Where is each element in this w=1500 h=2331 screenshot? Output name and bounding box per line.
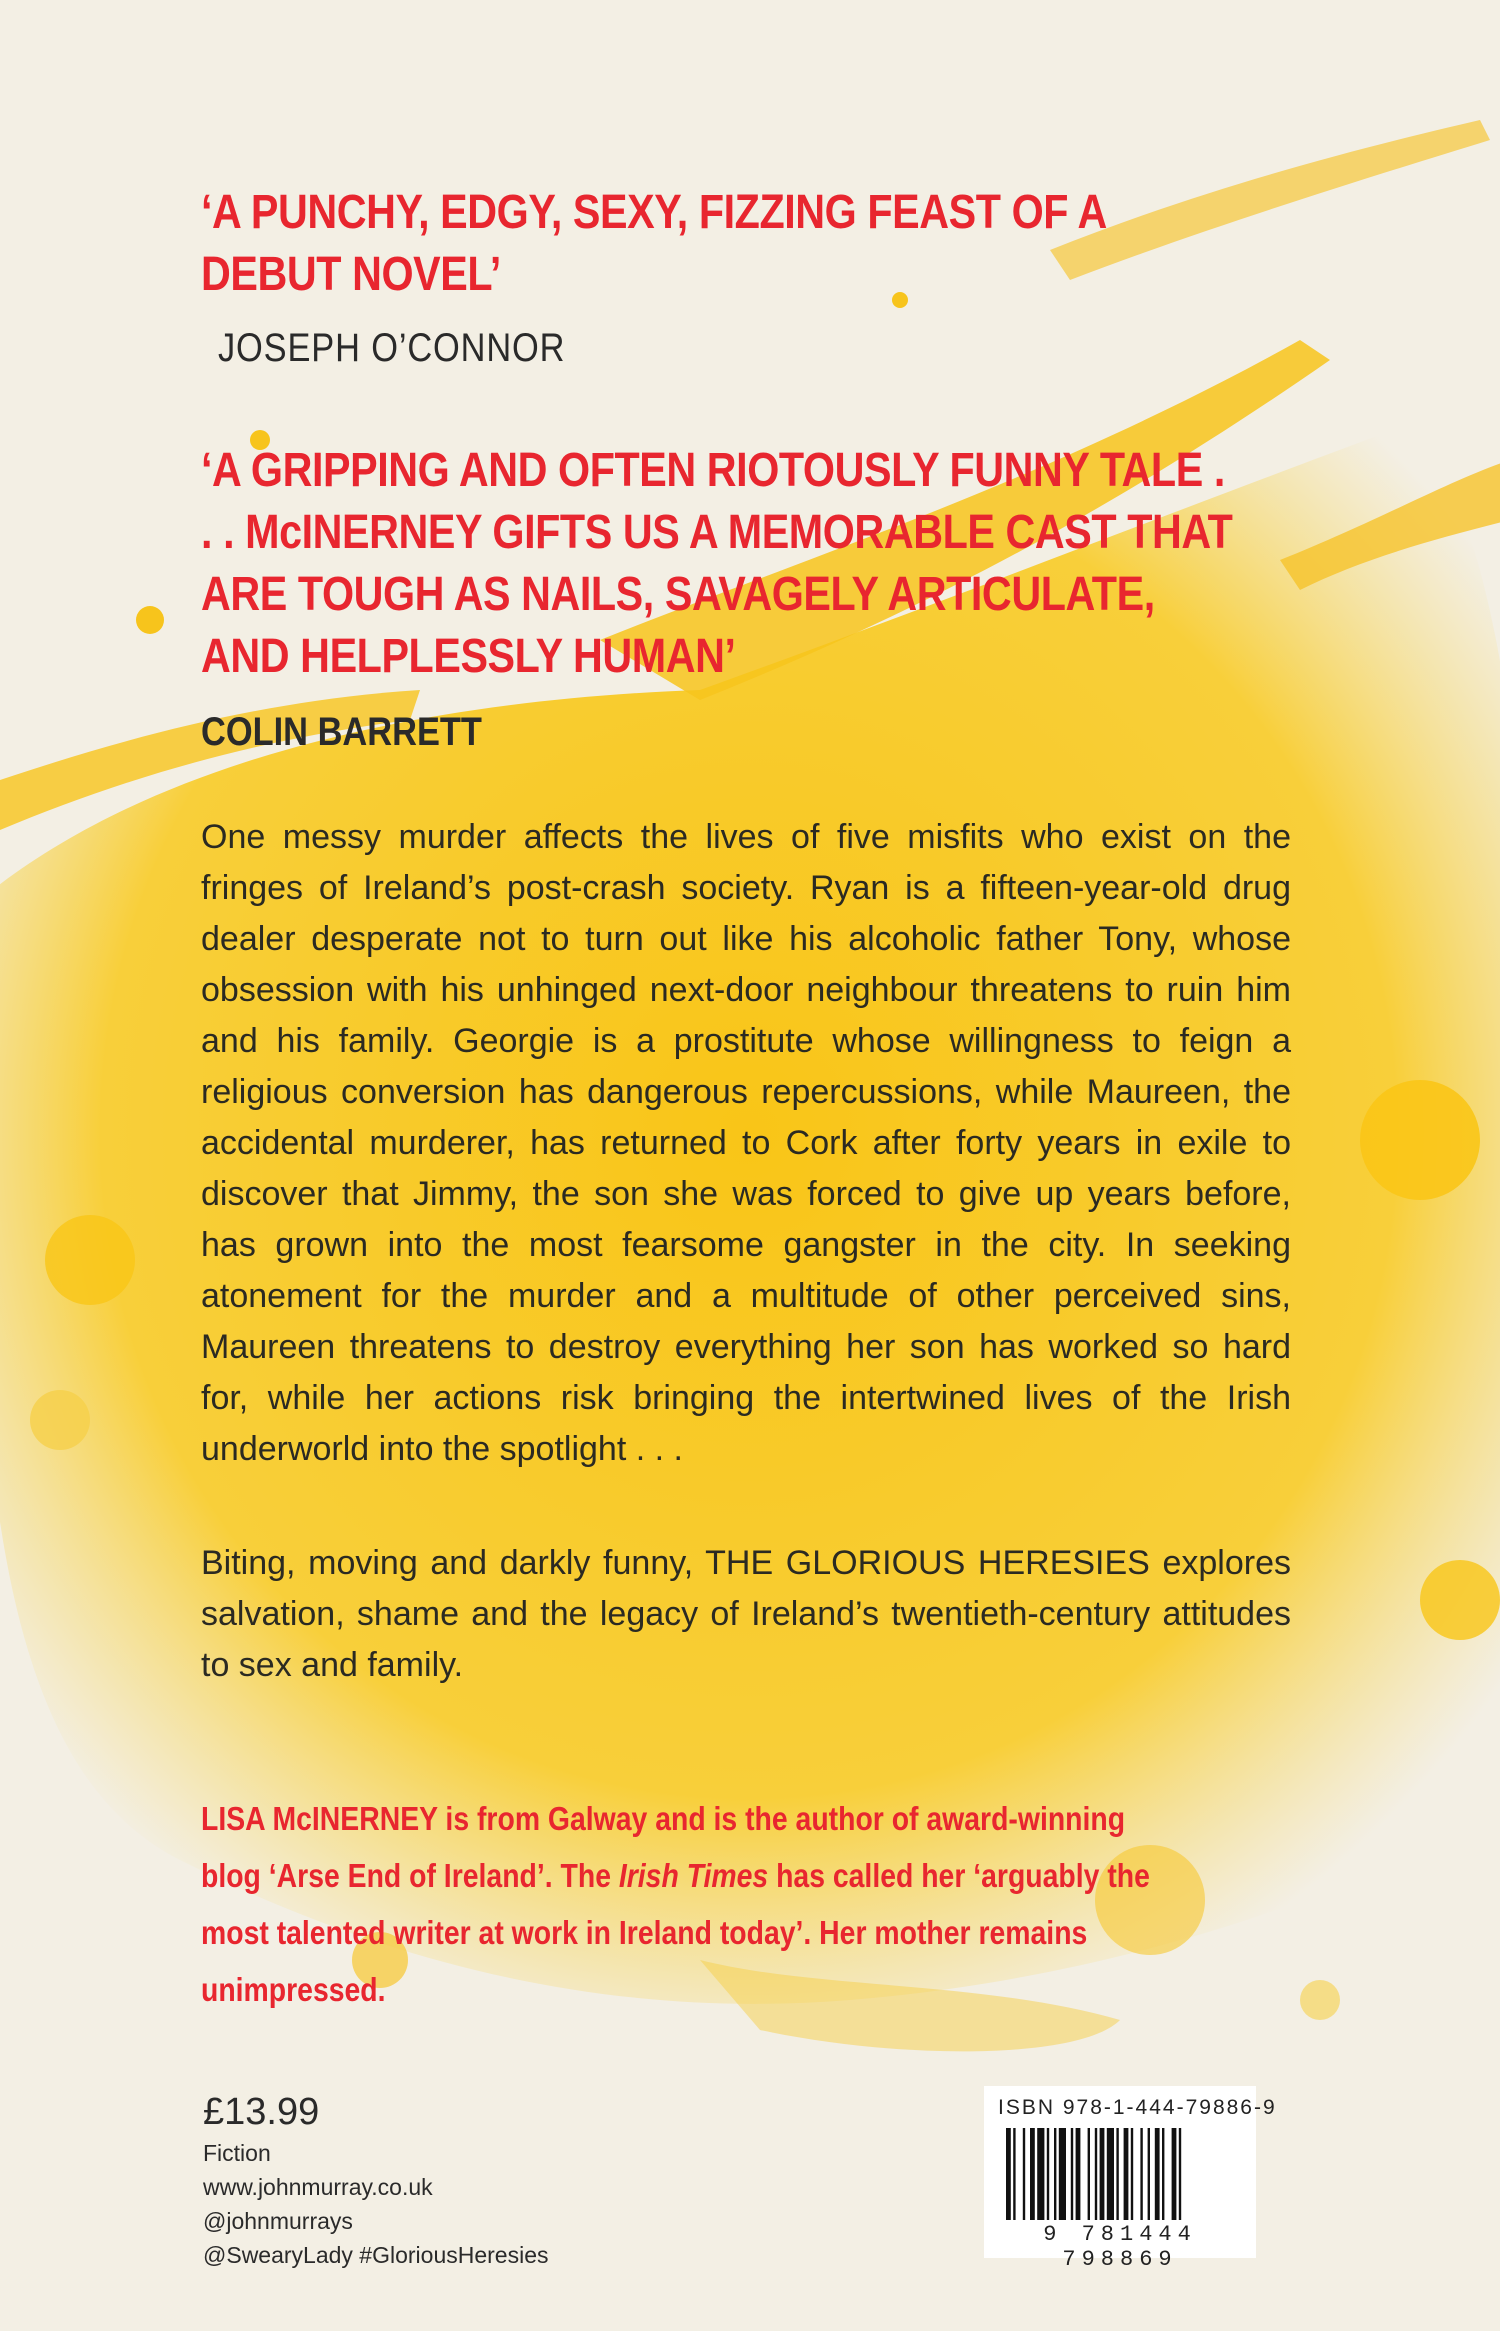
genre-label: Fiction bbox=[203, 2140, 271, 2166]
blurb-paragraph-2: Biting, moving and darkly funny, THE GLORIOUS HERESIES explores salvation, shame and the legacy of Ireland’s twentieth-century attitudes to sex and family. bbox=[201, 1544, 1291, 1684]
review-attribution-1: JOSEPH O’CONNOR bbox=[218, 326, 566, 370]
review-quote-1: ‘A PUNCHY, EDGY, SEXY, FIZZING FEAST OF A DEBUT NOVEL’ bbox=[201, 186, 1106, 301]
publisher-website: www.johnmurray.co.uk bbox=[203, 2174, 433, 2200]
price: £13.99 bbox=[203, 2091, 320, 2133]
author-bio-part-1: LISA McINERNEY is from Galway and is the author of award-winning blog ‘Arse End of Ireland’. The bbox=[201, 1800, 1126, 1894]
barcode-icon bbox=[1006, 2128, 1246, 2220]
review-quote-2: ‘A GRIPPING AND OFTEN RIOTOUSLY FUNNY TALE . . . McINERNEY GIFTS US A MEMORABLE CAST THAT ARE TOUGH AS NAILS, SAVAGELY ARTICULATE, AND HELPLESSLY HUMAN’ bbox=[201, 444, 1233, 683]
author-bio-italic-publication: Irish Times bbox=[618, 1857, 769, 1894]
barcode-digits: 9 781444 798869 bbox=[1043, 2222, 1197, 2272]
author-bio bbox=[201, 1790, 1164, 2018]
isbn-label: ISBN 978-1-444-79886-9 bbox=[998, 2096, 1277, 2119]
review-attribution-2: COLIN BARRETT bbox=[201, 710, 482, 754]
author-bio-part-2: has called her ‘arguably the most talented writer at work in Ireland today’. Her mother remains unimpressed. bbox=[201, 1857, 1150, 2008]
publisher-twitter: @johnmurrays bbox=[203, 2208, 353, 2234]
blurb-paragraph-1: One messy murder affects the lives of five misfits who exist on the fringes of Ireland’s post-crash society. Ryan is a fifteen-year-old drug dealer desperate not to turn out like his alcoholic father Tony, whose obsession with his unhinged next-door neighbour threatens to ruin him and his family. Georgie is a prostitute whose willingness to feign a religious conversion has dangerous repercussions, while Maureen, the accidental murderer, has returned to Cork after forty years in exile to discover that Jimmy, the son she was forced to give up years before, has grown into the most fearsome gangster in the city. In seeking atonement for the murder and a multitude of other perceived sins, Maureen threatens to destroy everything her son has worked so hard for, while her actions risk bringing the intertwined lives of the Irish underworld into the spotlight . . . bbox=[201, 818, 1291, 1468]
author-twitter-hashtag: @SwearyLady #GloriousHeresies bbox=[203, 2242, 549, 2268]
publisher-info bbox=[203, 2088, 549, 2272]
